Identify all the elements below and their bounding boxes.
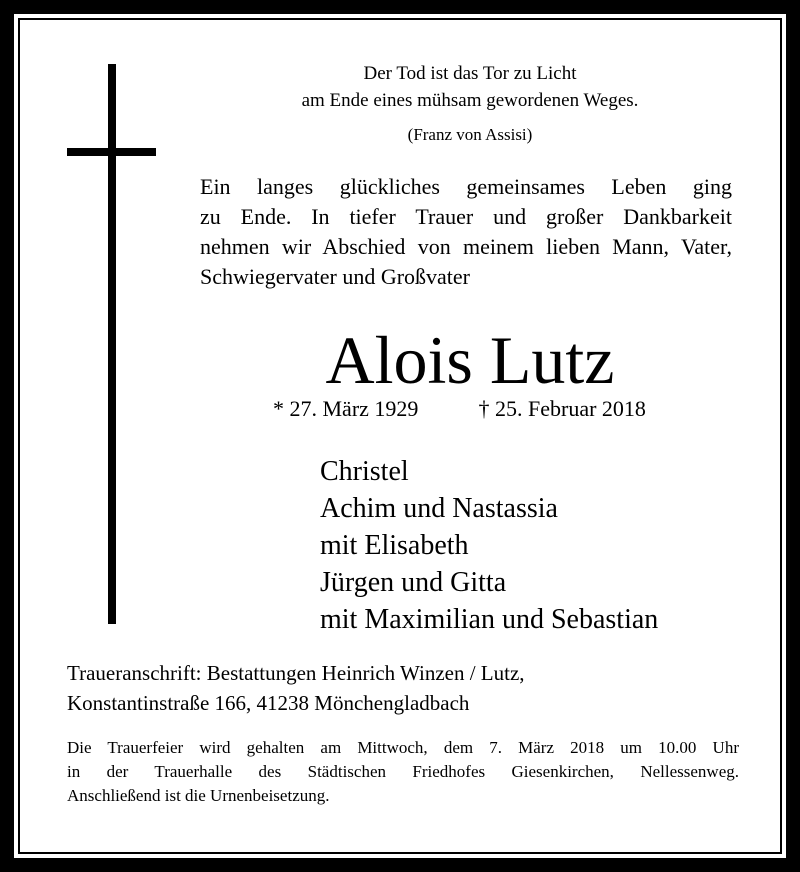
ceremony-line: Die Trauerfeier wird gehalten am Mittwoch, dem 7. März 2018 um 10.00 Uhr — [67, 738, 739, 757]
mourning-address — [67, 658, 747, 718]
family-member: Achim und Nastassia — [320, 493, 558, 524]
family-member: mit Maximilian und Sebastian — [320, 604, 659, 635]
ceremony-line: Anschließend ist die Urnenbeisetzung. — [67, 786, 330, 805]
cross-horizontal-bar — [67, 148, 156, 156]
family-list — [320, 453, 740, 638]
quote-line: am Ende eines mühsam gewordenen Weges. — [301, 90, 639, 111]
family-member: Christel — [320, 456, 409, 487]
ceremony-info — [67, 736, 739, 808]
intro-line: zu Ende. In tiefer Trauer und großer Dankbarkeit — [200, 204, 732, 229]
family-member: Jürgen und Gitta — [320, 567, 507, 598]
family-member: mit Elisabeth — [320, 530, 469, 561]
life-dates — [273, 394, 693, 424]
intro-line: Ein langes glückliches gemeinsames Leben ging — [200, 174, 732, 199]
deceased-name: Alois Lutz — [325, 322, 615, 398]
quote — [200, 60, 740, 114]
address-line: Konstantinstraße 166, 41238 Mönchengladbach — [67, 691, 470, 715]
intro-text — [200, 172, 732, 292]
birth-date: * 27. März 1929 — [273, 396, 419, 421]
quote-line: Der Tod ist das Tor zu Licht — [363, 63, 577, 84]
ceremony-line: in der Trauerhalle des Städtischen Friedhofes Giesenkirchen, Nellessenweg. — [67, 762, 739, 781]
address-line: Traueranschrift: Bestattungen Heinrich Winzen / Lutz, — [67, 661, 525, 685]
death-date: † 25. Februar 2018 — [478, 396, 646, 421]
quote-author: (Franz von Assisi) — [407, 125, 533, 144]
intro-line: Schwiegervater und Großvater — [200, 264, 471, 289]
intro-line: nehmen wir Abschied von meinem lieben Mann, Vater, — [200, 234, 732, 259]
